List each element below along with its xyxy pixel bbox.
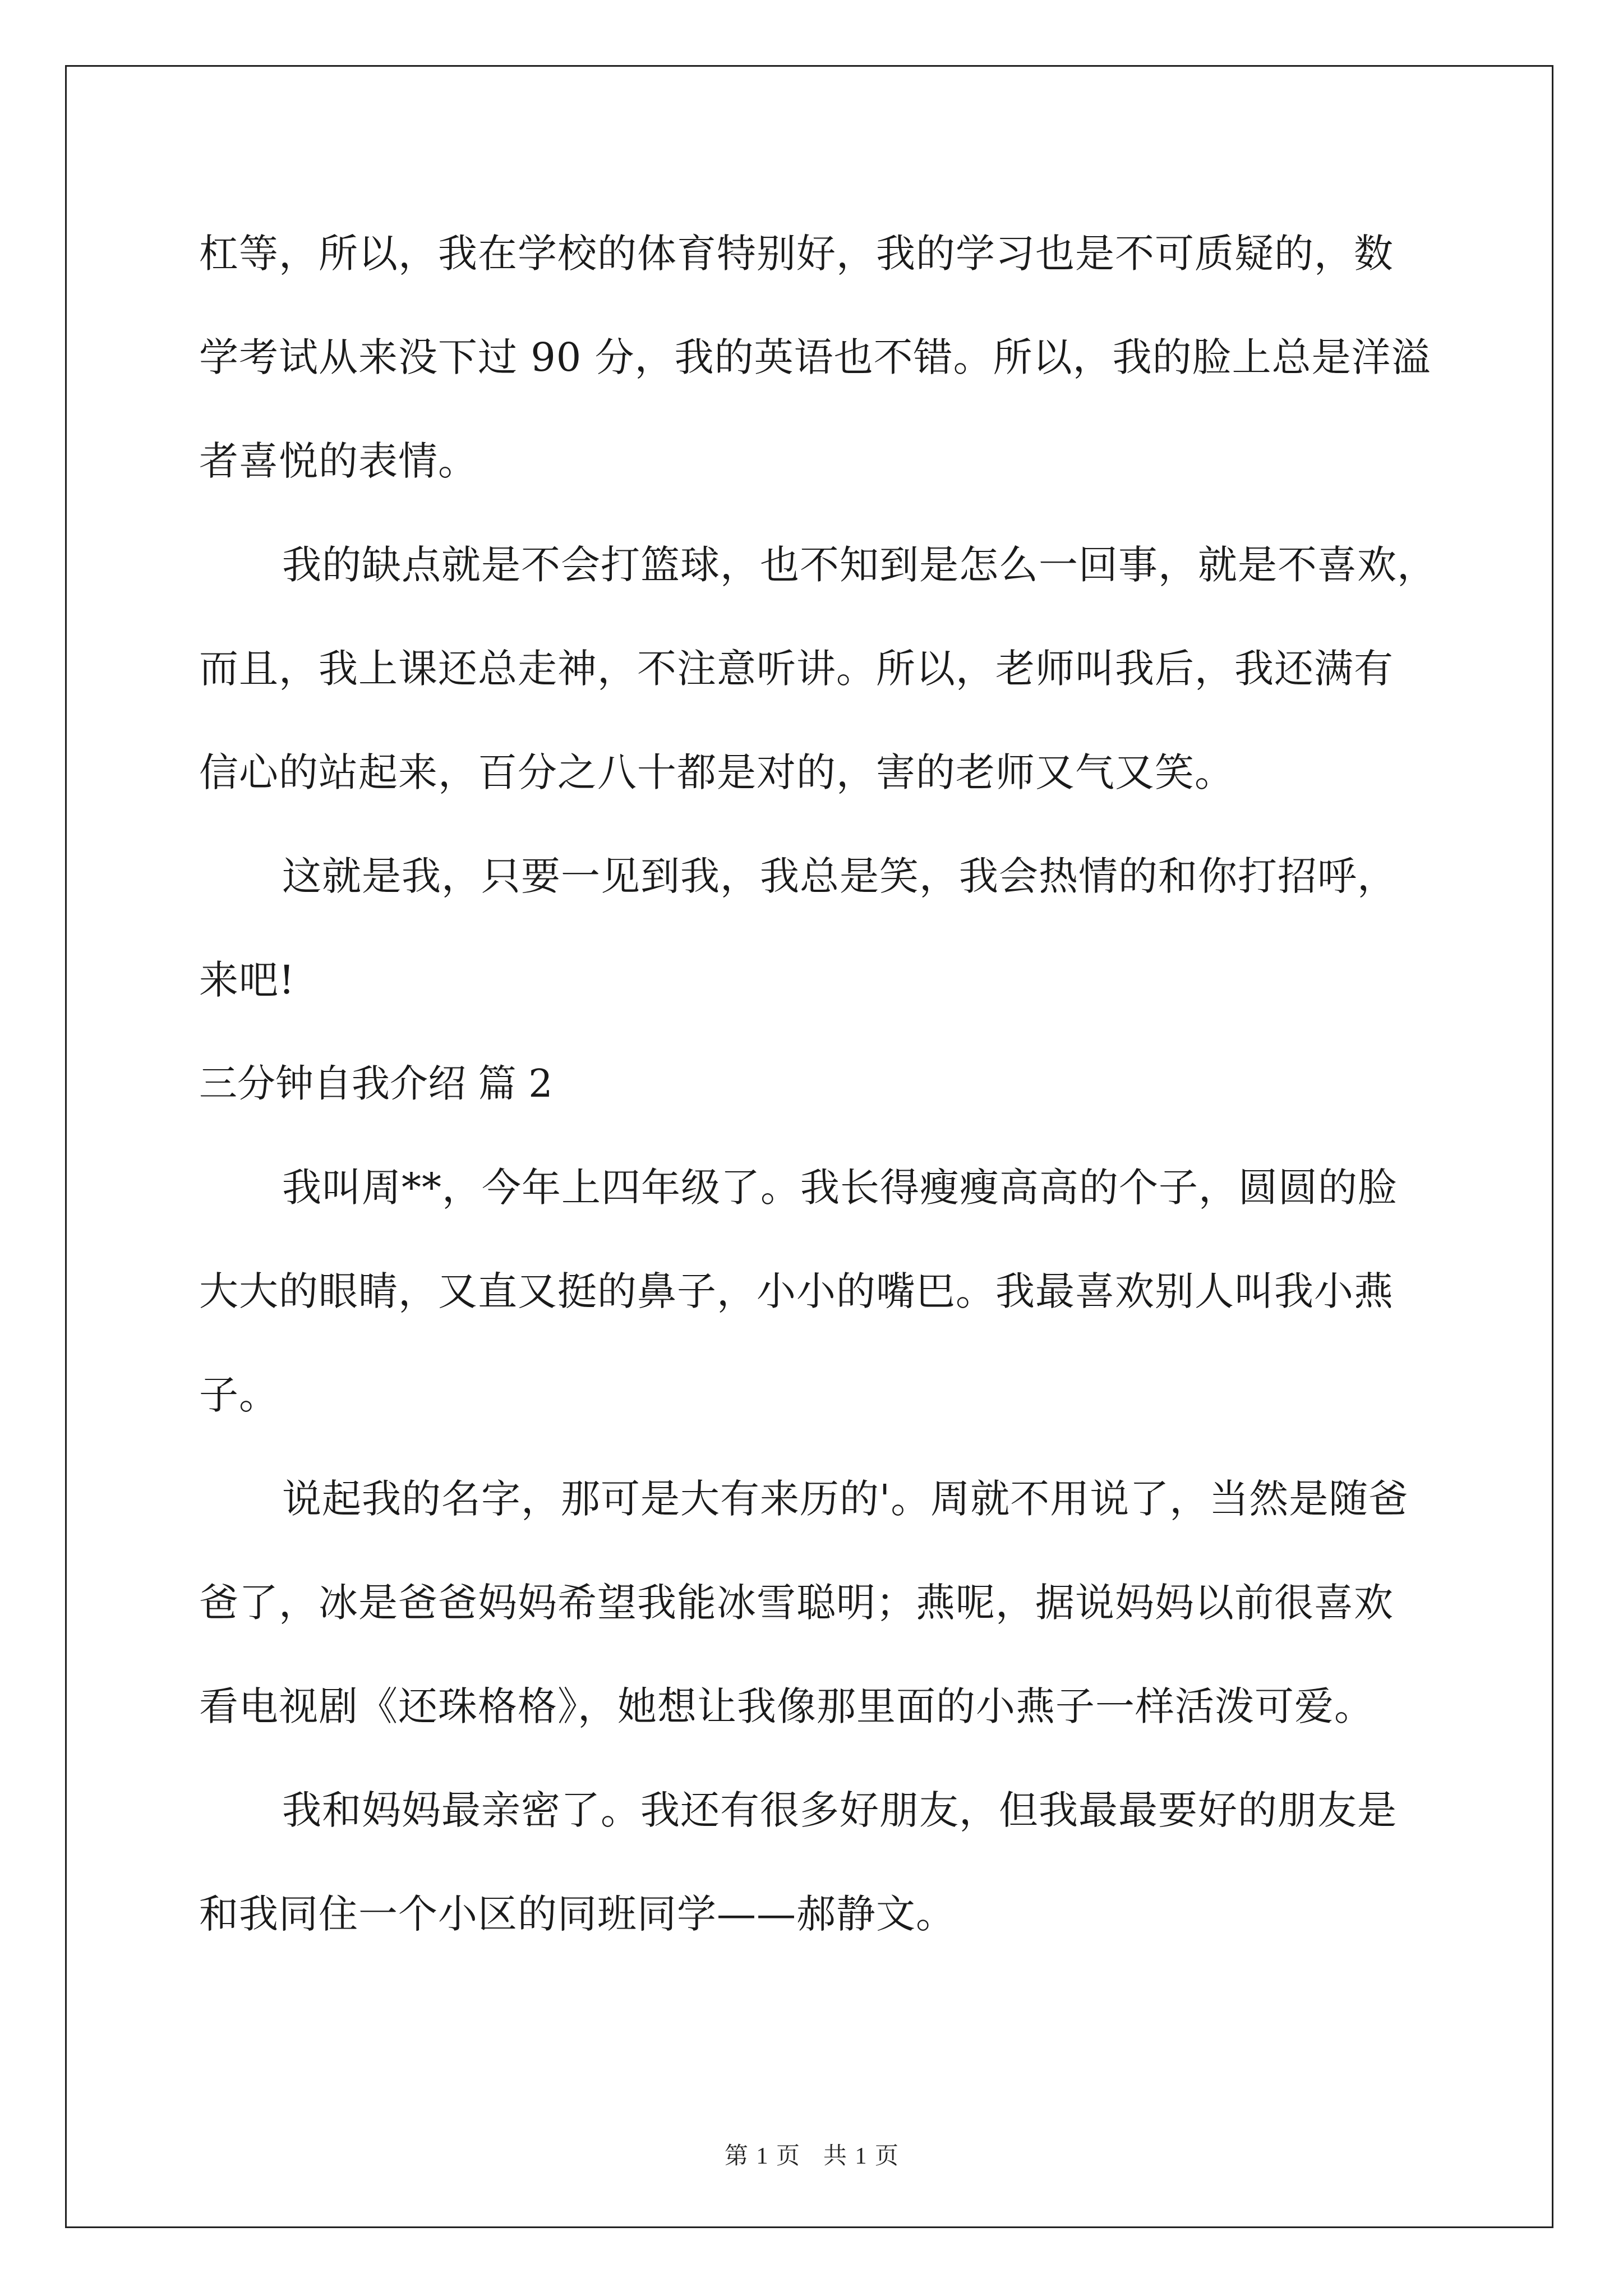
paragraph-friends [199, 1759, 1433, 1966]
paragraph-name-origin [199, 1447, 1433, 1759]
text-line: 我的缺点就是不会打篮球，也不知到是怎么一回事，就是不喜欢， [282, 542, 1437, 588]
text-line: 看电视剧《还珠格格》，她想让我像那里面的小燕子一样活泼可爱。 [199, 1683, 1374, 1729]
text-line: 说起我的名字，那可是大有来历的'。周就不用说了，当然是随爸 [282, 1476, 1409, 1522]
text-line: 子。 [199, 1372, 279, 1418]
document-body [199, 202, 1437, 1966]
text-line: 和我同住一个小区的同班同学——郝静文。 [199, 1891, 956, 1937]
text-line: 学考试从来没下过 90 分，我的英语也不错。所以，我的脸上总是洋溢 [199, 334, 1431, 380]
text-line: 者喜悦的表情。 [199, 438, 478, 484]
page-number-footer: 第 1 页 共 1 页 [724, 2143, 898, 2169]
text-line: 我叫周**，今年上四年级了。我长得瘦瘦高高的个子，圆圆的脸 [282, 1165, 1398, 1211]
section-heading: 三分钟自我介绍 篇 2 [199, 1062, 553, 1106]
paragraph-appearance [199, 1136, 1433, 1447]
text-line: 我和妈妈最亲密了。我还有很多好朋友，但我最最要好的朋友是 [282, 1787, 1397, 1833]
text-line: 信心的站起来，百分之八十都是对的，害的老师又气又笑。 [199, 749, 1234, 795]
text-line: 大大的眼睛，又直又挺的鼻子，小小的嘴巴。我最喜欢别人叫我小燕 [199, 1268, 1394, 1314]
text-line: 来吧! [199, 957, 296, 1003]
text-line: 而且，我上课还总走神，不注意听讲。所以，老师叫我后，我还满有 [199, 646, 1394, 692]
text-line: 爸了，冰是爸爸妈妈希望我能冰雪聪明；燕呢，据说妈妈以前很喜欢 [199, 1580, 1394, 1626]
text-line: 杠等，所以，我在学校的体育特别好，我的学习也是不可质疑的，数 [199, 231, 1394, 277]
paragraph-closing [199, 825, 1433, 1032]
text-line: 这就是我，只要一见到我，我总是笑，我会热情的和你打招呼， [282, 853, 1397, 899]
paragraph-intro-continued [199, 202, 1433, 513]
paragraph-shortcomings [199, 513, 1437, 825]
